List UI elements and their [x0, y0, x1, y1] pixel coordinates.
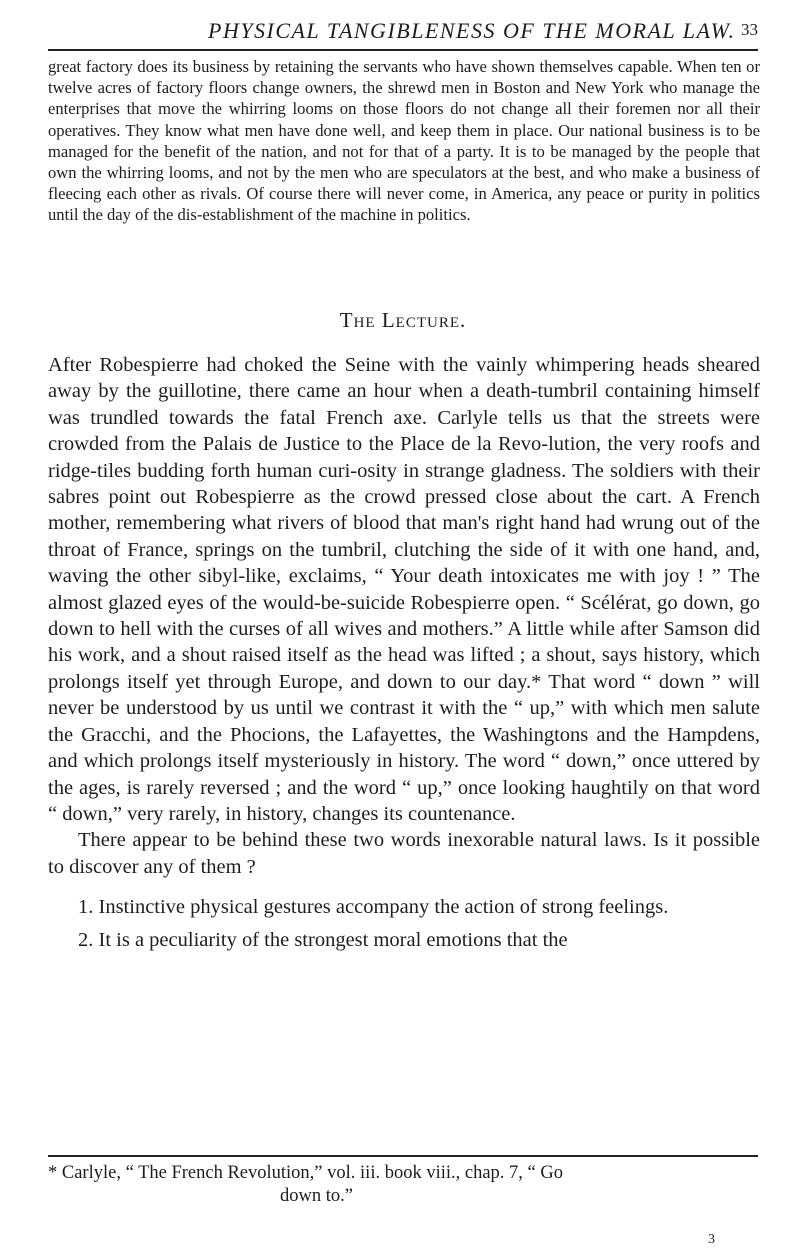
header-rule	[48, 49, 758, 51]
list-item-1: 1. Instinctive physical gestures accompany the action of strong feelings.	[78, 896, 669, 919]
printer-signature: 3	[708, 1232, 715, 1247]
list-item-2: 2. It is a peculiarity of the strongest moral emotions that the	[78, 928, 568, 951]
page-number: 33	[741, 20, 758, 39]
footnote-line-2: down to.”	[280, 1186, 353, 1206]
running-head	[48, 12, 758, 52]
footnote-rule	[48, 1155, 758, 1157]
footnote-line-1: * Carlyle, “ The French Revolution,” vol. iii. book viii., chap. 7, “ Go	[48, 1163, 563, 1183]
book-page	[48, 0, 758, 1258]
lecture-paragraph-2: There appear to be behind these two words inexorable natural laws. Is it possible to discover any of them ?	[48, 829, 760, 878]
intro-text	[48, 56, 760, 226]
intro-paragraph: great factory does its business by retaining the servants who have shown themselves capable. When ten or twelve acres of factory floors change owners, the shrewd men in Boston and New York who manage the enterprises that move the whirring looms on those floors do not change all their foremen nor all their operatives. They know what men have done well, and keep them in place. Our national business is to be managed for the benefit of the nation, and not for that of a party. It is to be managed by the people that own the whirring looms, and not by the men who are speculators at the best, and who make a business of fleecing each other as rivals. Of course there will never come, in America, any peace or purity in politics until the day of the dis-establishment of the machine in politics.	[48, 57, 760, 225]
lecture-body	[48, 352, 760, 953]
section-heading: The Lecture.	[339, 308, 467, 332]
lecture-paragraph-1: After Robespierre had choked the Seine with the vainly whimpering heads sheared away by the guillotine, there came an hour when a death-tumbril containing himself was trundled towards the fatal French axe. Carlyle tells us that the streets were crowded from the Palais de Justice to the Place de la Revo-lution, the very roofs and ridge-tiles budding forth human curi-osity in strange gladness. The soldiers with their sabres point out Robespierre as the crowd pressed close about the cart. A French mother, remembering what rivers of blood that man's right hand had wrung out of the throat of France, springs on the tumbril, clutching the side of it with one hand, and, waving the other sibyl-like, exclaims, “ Your death intoxicates me with joy ! ” The almost glazed eyes of the would-be-suicide Robespierre open. “ Scélérat, go down, go down to hell with the curses of all wives and mothers.” A little while after Samson did his work, and a shout raised itself as the head was lifted ; a shout, says history, which prolongs itself yet through Europe, and down to our day.* That word “ down ” will never be understood by us until we contrast it with the “ up,” with which men salute the Gracchi, and the Phocions, the Lafayettes, the Washingtons and the Hampdens, and which prolongs itself mysteriously in history. The word “ down,” once uttered by the ages, is rarely reversed ; and the word “ up,” once looking haughtily on that word “ down,” very rarely, in history, changes its countenance.	[48, 354, 760, 825]
footnote	[48, 1162, 760, 1208]
running-title: PHYSICAL TANGIBLENESS OF THE MORAL LAW.	[208, 18, 736, 43]
